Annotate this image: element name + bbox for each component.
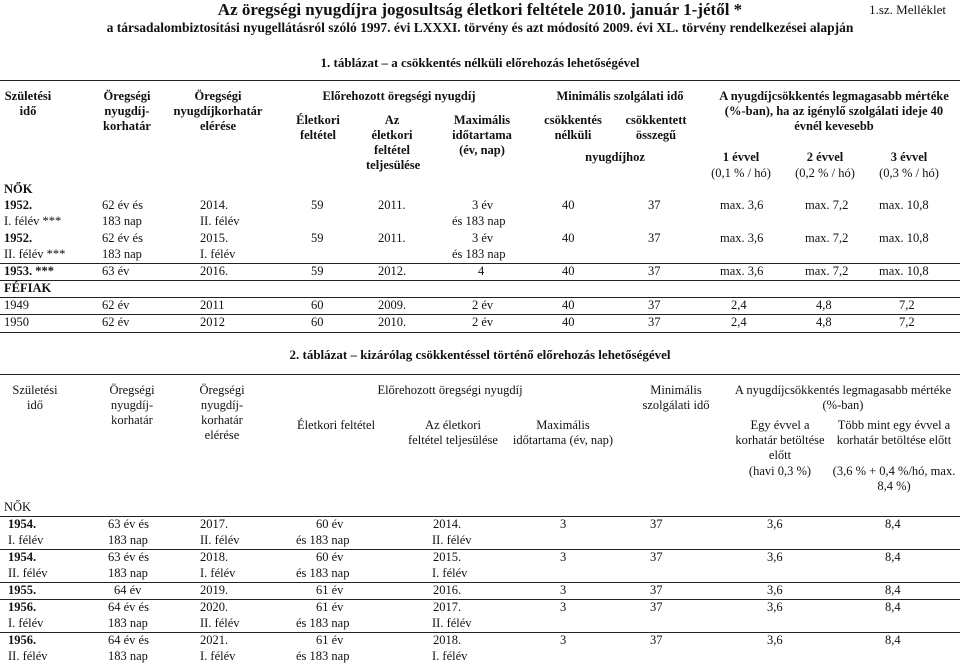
t2-r2-reach1: 2019. bbox=[200, 583, 229, 597]
t2-header-one-year-note: (havi 0,3 %) bbox=[748, 464, 812, 478]
t2-r1-birth1: 1954. bbox=[8, 550, 37, 564]
t1-r4-r2: 4,8 bbox=[816, 315, 832, 329]
t1-r1-r1: max. 3,6 bbox=[720, 231, 764, 245]
t2-r3-r1: 3,6 bbox=[767, 600, 783, 614]
t1-r0-birth1: 1952. bbox=[4, 198, 33, 212]
t1-r4-reach1: 2012 bbox=[200, 315, 225, 329]
t1-r0-r1: max. 3,6 bbox=[720, 198, 764, 212]
t1-r3-r3: 7,2 bbox=[899, 298, 915, 312]
t1-r2-r1: max. 3,6 bbox=[720, 264, 764, 278]
t2-r2-emax: 3 bbox=[560, 583, 567, 597]
t1-r3-birth1: 1949 bbox=[4, 298, 29, 312]
t1-r1-birth1: 1952. bbox=[4, 231, 33, 245]
t2-r1-emet1: 2015. bbox=[433, 550, 462, 564]
t2-r1-reach1: 2018. bbox=[200, 550, 229, 564]
t2-r3-emet2: II. félév bbox=[432, 616, 472, 630]
t2-r3-age1: 64 év és bbox=[108, 600, 149, 614]
t1-r2-age1: 63 év bbox=[102, 264, 130, 278]
t1-r0-eage: 59 bbox=[311, 198, 324, 212]
t1-header-min-reduced: csökkentett összegű bbox=[625, 113, 687, 142]
t1-r0-reach1: 2014. bbox=[200, 198, 229, 212]
t1-r3-age1: 62 év bbox=[102, 298, 130, 312]
t2-header-early-met: Az életkori feltétel teljesülése bbox=[408, 418, 498, 447]
t1-rule bbox=[0, 280, 960, 281]
t1-r2-min2: 37 bbox=[648, 264, 661, 278]
t2-r2-age1: 64 év bbox=[114, 583, 142, 597]
t2-r3-birth2: I. félév bbox=[8, 616, 44, 630]
t1-r4-min1: 40 bbox=[562, 315, 575, 329]
t2-r3-min: 37 bbox=[650, 600, 663, 614]
t1-r1-emax1: 3 év bbox=[472, 231, 494, 245]
t1-r0-r2: max. 7,2 bbox=[805, 198, 849, 212]
t1-r0-reach2: II. félév bbox=[200, 214, 240, 228]
t2-r0-emax: 3 bbox=[560, 517, 567, 531]
t1-header-birth: Születési idő bbox=[4, 89, 52, 118]
t2-r4-r2: 8,4 bbox=[885, 633, 901, 647]
t2-r0-reach1: 2017. bbox=[200, 517, 229, 531]
t1-header-reach: Öregségi nyugdíjkorhatár elérése bbox=[173, 89, 263, 133]
table1-caption: 1. táblázat – a csökkentés nélküli előrehozás lehetőségével bbox=[320, 55, 640, 70]
t2-header-more: Több mint egy évvel a korhatár betöltése előtt bbox=[836, 418, 952, 447]
t1-r0-birth2: I. félév *** bbox=[4, 214, 62, 228]
t2-header-min: Minimális szolgálati idő bbox=[642, 383, 710, 412]
t1-section-women: NŐK bbox=[4, 182, 33, 196]
t1-r2-r2: max. 7,2 bbox=[805, 264, 849, 278]
t1-r2-r3: max. 10,8 bbox=[879, 264, 929, 278]
t2-r0-min: 37 bbox=[650, 517, 663, 531]
t2-r4-min: 37 bbox=[650, 633, 663, 647]
t2-r0-age1: 63 év és bbox=[108, 517, 149, 531]
t2-r3-birth1: 1956. bbox=[8, 600, 37, 614]
t1-r3-eage: 60 bbox=[311, 298, 324, 312]
t2-r2-min: 37 bbox=[650, 583, 663, 597]
t2-r1-eage2: és 183 nap bbox=[296, 566, 350, 580]
t2-header-reduce-group: A nyugdíjcsökkentés legmagasabb mértéke (%-ban) bbox=[734, 383, 952, 412]
t1-header-early-age: Életkori feltétel bbox=[296, 113, 340, 142]
t2-r0-age2: 183 nap bbox=[108, 533, 148, 547]
t1-header-early-group: Előrehozott öregségi nyugdíj bbox=[322, 89, 476, 103]
t1-header-min-sub: nyugdíjhoz bbox=[585, 150, 645, 164]
t1-r4-min2: 37 bbox=[648, 315, 661, 329]
t1-r4-r3: 7,2 bbox=[899, 315, 915, 329]
t1-bottom-rule bbox=[0, 332, 960, 333]
t2-r4-eage1: 61 év bbox=[316, 633, 344, 647]
t1-header-reduce-group: A nyugdíjcsökkentés legmagasabb mértéke (%-ban), ha az igénylő szolgálati ideje 40 évnél kevesebb bbox=[719, 89, 949, 133]
t1-r3-r2: 4,8 bbox=[816, 298, 832, 312]
t1-r1-age2: 183 nap bbox=[102, 247, 142, 261]
t1-r2-min1: 40 bbox=[562, 264, 575, 278]
t1-r1-r2: max. 7,2 bbox=[805, 231, 849, 245]
t2-r4-emet2: I. félév bbox=[432, 649, 468, 663]
t1-r1-reach1: 2015. bbox=[200, 231, 229, 245]
t2-r2-emet1: 2016. bbox=[433, 583, 462, 597]
t1-header-y1-note: (0,1 % / hó) bbox=[711, 166, 771, 180]
t1-r0-emax1: 3 év bbox=[472, 198, 494, 212]
table1-top-rule bbox=[0, 80, 960, 81]
t2-r1-reach2: I. félév bbox=[200, 566, 236, 580]
t2-r3-emax: 3 bbox=[560, 600, 567, 614]
t2-section-women: NŐK bbox=[4, 500, 32, 514]
t2-r3-reach1: 2020. bbox=[200, 600, 229, 614]
t2-r0-r1: 3,6 bbox=[767, 517, 783, 531]
t1-header-early-max: Maximális időtartama (év, nap) bbox=[452, 113, 512, 157]
t1-r4-eage: 60 bbox=[311, 315, 324, 329]
t1-r2-emet: 2012. bbox=[378, 264, 407, 278]
t1-r0-emax2: és 183 nap bbox=[452, 214, 506, 228]
t1-header-min-group: Minimális szolgálati idő bbox=[556, 89, 684, 103]
t2-r3-r2: 8,4 bbox=[885, 600, 901, 614]
t2-r1-birth2: II. félév bbox=[8, 566, 48, 580]
t2-r1-min: 37 bbox=[650, 550, 663, 564]
t2-r2-r1: 3,6 bbox=[767, 583, 783, 597]
page-title: Az öregségi nyugdíjra jogosultság életkori feltétele 2010. január 1-jétől * bbox=[217, 0, 743, 19]
t2-header-one-year: Egy évvel a korhatár betöltése előtt bbox=[735, 418, 825, 462]
t2-r0-emet1: 2014. bbox=[433, 517, 462, 531]
t1-r4-birth1: 1950 bbox=[4, 315, 29, 329]
t2-r2-eage1: 61 év bbox=[316, 583, 344, 597]
t2-r4-age1: 64 év és bbox=[108, 633, 149, 647]
t1-r0-min1: 40 bbox=[562, 198, 575, 212]
t2-r4-reach2: I. félév bbox=[200, 649, 236, 663]
t1-header-y3-note: (0,3 % / hó) bbox=[879, 166, 939, 180]
page-subtitle: a társadalombiztosítási nyugellátásról szóló 1997. évi LXXXI. törvény és azt módosító 2009. évi XL. törvény rendelkezései alapján bbox=[106, 20, 854, 35]
t1-r4-emax1: 2 év bbox=[472, 315, 494, 329]
t1-r4-r1: 2,4 bbox=[731, 315, 747, 329]
t1-r3-r1: 2,4 bbox=[731, 298, 747, 312]
t1-r4-age1: 62 év bbox=[102, 315, 130, 329]
t1-r0-r3: max. 10,8 bbox=[879, 198, 929, 212]
t2-r1-r1: 3,6 bbox=[767, 550, 783, 564]
t2-r4-age2: 183 nap bbox=[108, 649, 148, 663]
t2-header-early-group: Előrehozott öregségi nyugdíj bbox=[377, 383, 523, 397]
table2-caption: 2. táblázat – kizárólag csökkentéssel történő előrehozás lehetőségével bbox=[289, 347, 671, 362]
t2-r1-emet2: I. félév bbox=[432, 566, 468, 580]
t2-header-more-note: (3,6 % + 0,4 %/hó, max. 8,4 %) bbox=[832, 464, 956, 493]
t1-section-men: FÉFIAK bbox=[4, 281, 52, 295]
t2-rule bbox=[0, 582, 960, 583]
t1-r2-emax1: 4 bbox=[478, 264, 485, 278]
t1-r4-emet: 2010. bbox=[378, 315, 407, 329]
t2-r0-reach2: II. félév bbox=[200, 533, 240, 547]
t2-r0-emet2: II. félév bbox=[432, 533, 472, 547]
t2-r0-eage2: és 183 nap bbox=[296, 533, 350, 547]
t1-r3-emet: 2009. bbox=[378, 298, 407, 312]
t1-r0-age2: 183 nap bbox=[102, 214, 142, 228]
t1-r1-r3: max. 10,8 bbox=[879, 231, 929, 245]
t1-r1-emax2: és 183 nap bbox=[452, 247, 506, 261]
t2-header-early-age: Életkori feltétel bbox=[296, 418, 376, 432]
t1-header-age: Öregségi nyugdíj-korhatár bbox=[103, 89, 151, 133]
t2-header-age: Öregségi nyugdíj-korhatár bbox=[109, 383, 155, 427]
t1-r1-age1: 62 év és bbox=[102, 231, 143, 245]
t2-r3-eage1: 61 év bbox=[316, 600, 344, 614]
t2-r1-age2: 183 nap bbox=[108, 566, 148, 580]
t2-r3-reach2: II. félév bbox=[200, 616, 240, 630]
t2-r1-eage1: 60 év bbox=[316, 550, 344, 564]
t2-header-reach: Öregségi nyugdíj-korhatár elérése bbox=[199, 383, 245, 442]
t2-r0-birth2: I. félév bbox=[8, 533, 44, 547]
t2-r4-r1: 3,6 bbox=[767, 633, 783, 647]
t1-r3-min2: 37 bbox=[648, 298, 661, 312]
t2-r3-emet1: 2017. bbox=[433, 600, 462, 614]
t1-header-min-noreduce: csökkentés nélküli bbox=[544, 113, 602, 142]
annex-label: 1.sz. Melléklet bbox=[869, 2, 946, 17]
t2-r1-emax: 3 bbox=[560, 550, 567, 564]
t2-r2-r2: 8,4 bbox=[885, 583, 901, 597]
t2-r0-eage1: 60 év bbox=[316, 517, 344, 531]
t1-r0-age1: 62 év és bbox=[102, 198, 143, 212]
t1-header-y2: 2 évvel bbox=[806, 150, 844, 164]
t1-r1-emet: 2011. bbox=[378, 231, 406, 245]
table2-top-rule bbox=[0, 374, 960, 375]
t1-r3-min1: 40 bbox=[562, 298, 575, 312]
t1-header-y1: 1 évvel bbox=[722, 150, 760, 164]
t2-r1-age1: 63 év és bbox=[108, 550, 149, 564]
t2-header-early-max: Maximális időtartama (év, nap) bbox=[512, 418, 614, 447]
t1-r2-reach1: 2016. bbox=[200, 264, 229, 278]
t1-r1-reach2: I. félév bbox=[200, 247, 236, 261]
t1-r3-reach1: 2011 bbox=[200, 298, 225, 312]
t1-header-early-met: Az életkori feltétel teljesülése bbox=[366, 113, 421, 172]
t2-r3-eage2: és 183 nap bbox=[296, 616, 350, 630]
t1-r2-birth1: 1953. *** bbox=[4, 264, 54, 278]
t1-header-y2-note: (0,2 % / hó) bbox=[795, 166, 855, 180]
t2-r1-r2: 8,4 bbox=[885, 550, 901, 564]
t1-r1-eage: 59 bbox=[311, 231, 324, 245]
t1-r1-min1: 40 bbox=[562, 231, 575, 245]
t1-r0-min2: 37 bbox=[648, 198, 661, 212]
t2-r0-r2: 8,4 bbox=[885, 517, 901, 531]
t2-r4-birth1: 1956. bbox=[8, 633, 37, 647]
t2-r4-eage2: és 183 nap bbox=[296, 649, 350, 663]
t1-r1-birth2: II. félév *** bbox=[4, 247, 66, 261]
t1-r3-emax1: 2 év bbox=[472, 298, 494, 312]
t1-r2-eage: 59 bbox=[311, 264, 324, 278]
t2-r2-birth1: 1955. bbox=[8, 583, 37, 597]
t2-r4-emet1: 2018. bbox=[433, 633, 462, 647]
t2-r4-emax: 3 bbox=[560, 633, 567, 647]
t1-r1-min2: 37 bbox=[648, 231, 661, 245]
t2-header-birth: Születési idő bbox=[12, 383, 58, 412]
t2-r0-birth1: 1954. bbox=[8, 517, 37, 531]
t2-r4-reach1: 2021. bbox=[200, 633, 229, 647]
t1-r0-emet: 2011. bbox=[378, 198, 406, 212]
t2-r3-age2: 183 nap bbox=[108, 616, 148, 630]
t1-header-y3: 3 évvel bbox=[890, 150, 928, 164]
t2-r4-birth2: II. félév bbox=[8, 649, 48, 663]
